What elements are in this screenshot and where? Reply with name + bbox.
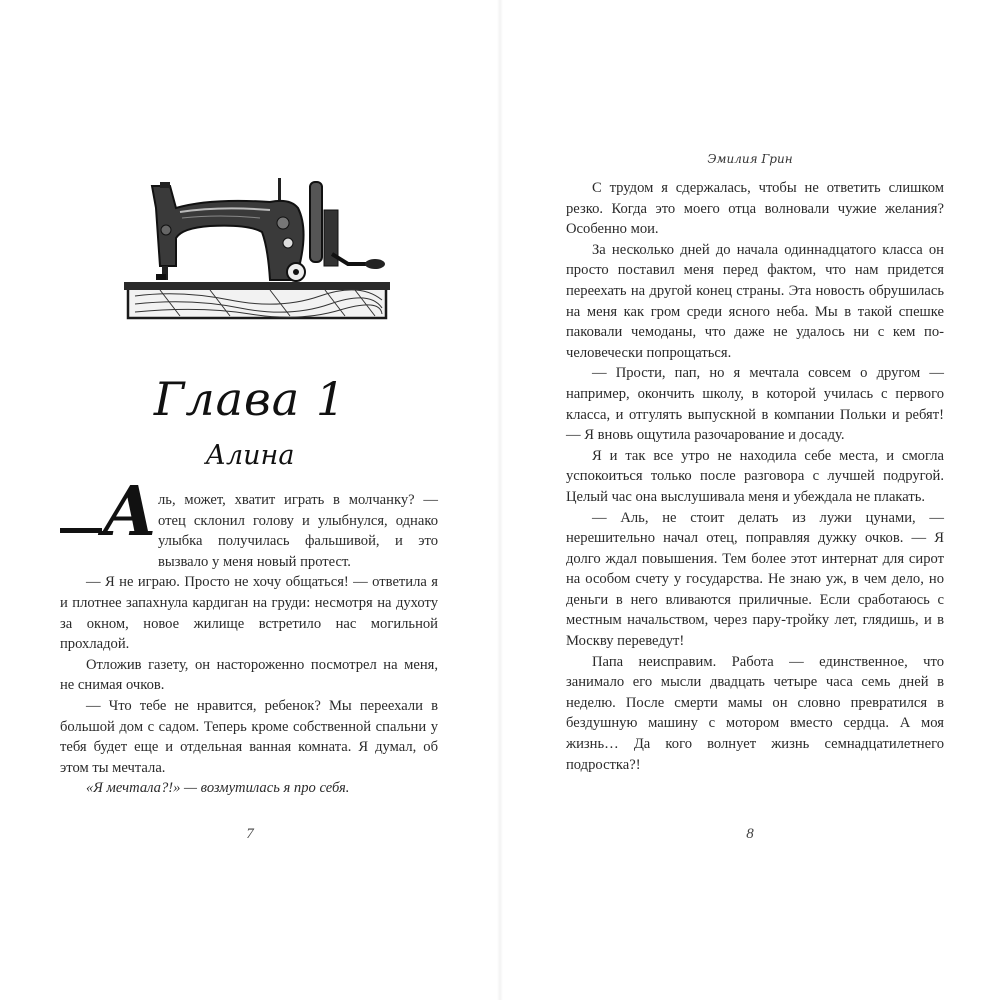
paragraph: — Прости, пап, но я мечтала совсем о другом — например, окончить школу, в которой училась с первого класса, и отгулять выпускной в компании Польки и ребят! — Я вновь ощутила разочарование и досаду. bbox=[566, 365, 944, 444]
drop-cap-letter: А bbox=[102, 472, 158, 552]
left-page-body bbox=[60, 472, 438, 799]
paragraph: — Я не играю. Просто не хочу общаться! — ответила я и плотнее запахнула кардиган на груди: несмотря на духоту за окном, новое жилище встретило нас могильной прохладой. bbox=[60, 574, 438, 653]
paragraph: Я и так все утро не находила себе места, и смогла успокоиться только после разговора с лучшей подругой. Целый час она выслушивала меня и убеждала не плакать. bbox=[566, 447, 944, 505]
sewing-machine-illustration bbox=[120, 168, 410, 323]
paragraph: С трудом я сдержалась, чтобы не ответить слишком резко. Когда это моего отца волновали чужие желания? Особенно мои. bbox=[566, 180, 944, 238]
paragraph: Папа неисправим. Работа — единственное, что занимало его мысли двадцать четыре часа семь дней в неделю. После смерти мамы он словно превратился в бездушную машину с мотором вместо сердца. А моя жизнь… Да кого волнует жизнь семнадцатилетнего подростка?! bbox=[566, 653, 944, 773]
page-number-right: 8 bbox=[746, 826, 754, 842]
chapter-subtitle: Алина bbox=[205, 440, 295, 471]
drop-cap-dash bbox=[60, 528, 102, 533]
page-number-left: 7 bbox=[246, 826, 254, 842]
right-page-body bbox=[566, 178, 944, 775]
paragraph: Отложив газету, он настороженно посмотрел на меня, не снимая очков. bbox=[60, 656, 438, 694]
paragraph: — Аль, не стоит делать из лужи цунами, — нерешительно начал отец, поправляя дужку очков. — Я долго ждал повышения. Тем более этот интернат для сирот на особом счету у государства. Не знаю уж, в чем дело, но деньги в него вливаются приличные. Если сработаюсь с местным начальством, через пару-тройку лет, глядишь, и в Москву переведут! bbox=[566, 509, 944, 650]
running-head-author: Эмилия Грин bbox=[707, 152, 793, 166]
paragraph: За несколько дней до начала одиннадцатого класса он просто поставил меня перед фактом, что нам придется переехать на другой конец страны. Эта новость обрушилась на меня как гром среди ясного неба. Мы в такой спешке паковали чемоданы, что даже не удалось ни с кем по-человечески попрощаться. bbox=[566, 241, 944, 361]
paragraph-italic: «Я мечтала?!» — возмутилась я про себя. bbox=[86, 780, 350, 797]
chapter-title: Глава 1 bbox=[153, 372, 347, 426]
paragraph: ль, может, хватит играть в молчанку? — отец склонил голову и улыбнулся, однако улыбка получилась фальшивой, и это вызвало у меня новый протест. bbox=[158, 492, 438, 570]
paragraph: — Что тебе не нравится, ребенок? Мы переехали в большой дом с садом. Теперь кроме собственной спальни у тебя будет еще и отдельная ванная комната. Я думал, об этом ты мечтала. bbox=[60, 697, 438, 776]
drop-cap bbox=[60, 472, 158, 554]
